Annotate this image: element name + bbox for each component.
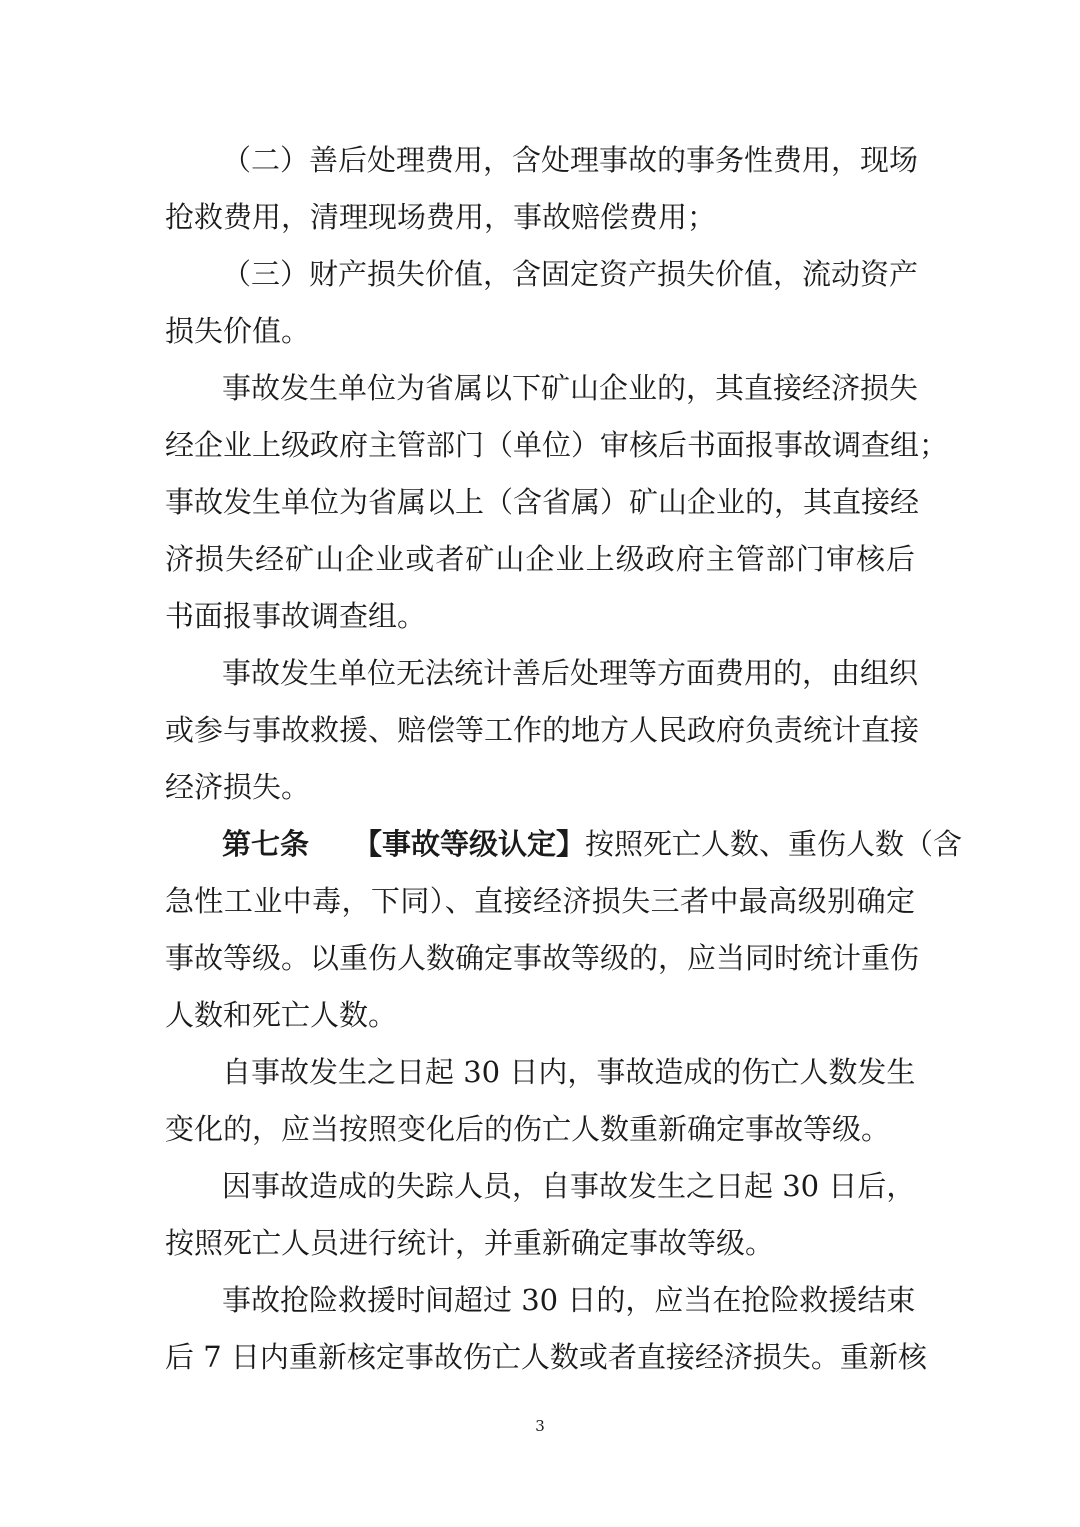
paragraph-line: 济损失经矿山企业或者矿山企业上级政府主管部门审核后	[165, 542, 915, 576]
page-number: 3	[535, 1417, 545, 1435]
paragraph-line: 损失价值。	[165, 314, 311, 348]
article-title: 【事故等级认定】	[353, 827, 586, 861]
paragraph-line: 抢救费用，清理现场费用，事故赔偿费用；	[165, 200, 717, 234]
paragraph-line: 书面报事故调查组。	[165, 599, 427, 633]
paragraph-line: 事故发生单位为省属以上（含省属）矿山企业的，其直接经	[165, 485, 920, 519]
paragraph-line: 急性工业中毒，下同）、直接经济损失三者中最高级别确定	[165, 884, 915, 918]
paragraph-line: 自事故发生之日起 30 日内，事故造成的伤亡人数发生	[222, 1055, 916, 1089]
paragraph-line: 事故等级。以重伤人数确定事故等级的，应当同时统计重伤	[165, 941, 920, 975]
article-first-line	[222, 824, 963, 864]
paragraph-line: 事故发生单位为省属以下矿山企业的，其直接经济损失	[222, 371, 919, 405]
article-label: 第七条	[222, 827, 310, 861]
paragraph-line: （三）财产损失价值，含固定资产损失价值，流动资产	[222, 257, 919, 291]
paragraph-line: （二）善后处理费用，含处理事故的事务性费用，现场	[222, 143, 919, 177]
paragraph-line: 变化的，应当按照变化后的伤亡人数重新确定事故等级。	[165, 1112, 891, 1146]
paragraph-line: 因事故造成的失踪人员，自事故发生之日起 30 日后，	[222, 1169, 916, 1203]
paragraph-line: 经企业上级政府主管部门（单位）审核后书面报事故调查组；	[165, 428, 949, 462]
paragraph-line: 事故发生单位无法统计善后处理等方面费用的，由组织	[222, 656, 919, 690]
paragraph-line: 后 7 日内重新核定事故伤亡人数或者直接经济损失。重新核	[165, 1340, 927, 1374]
paragraph-line: 按照死亡人员进行统计，并重新确定事故等级。	[165, 1226, 775, 1260]
paragraph-line: 或参与事故救援、赔偿等工作的地方人民政府负责统计直接	[165, 713, 920, 747]
paragraph-line: 经济损失。	[165, 770, 311, 804]
article-text: 按照死亡人数、重伤人数（含	[585, 827, 963, 861]
paragraph-line: 人数和死亡人数。	[165, 998, 398, 1032]
paragraph-line: 事故抢险救援时间超过 30 日的，应当在抢险救援结束	[222, 1283, 916, 1317]
